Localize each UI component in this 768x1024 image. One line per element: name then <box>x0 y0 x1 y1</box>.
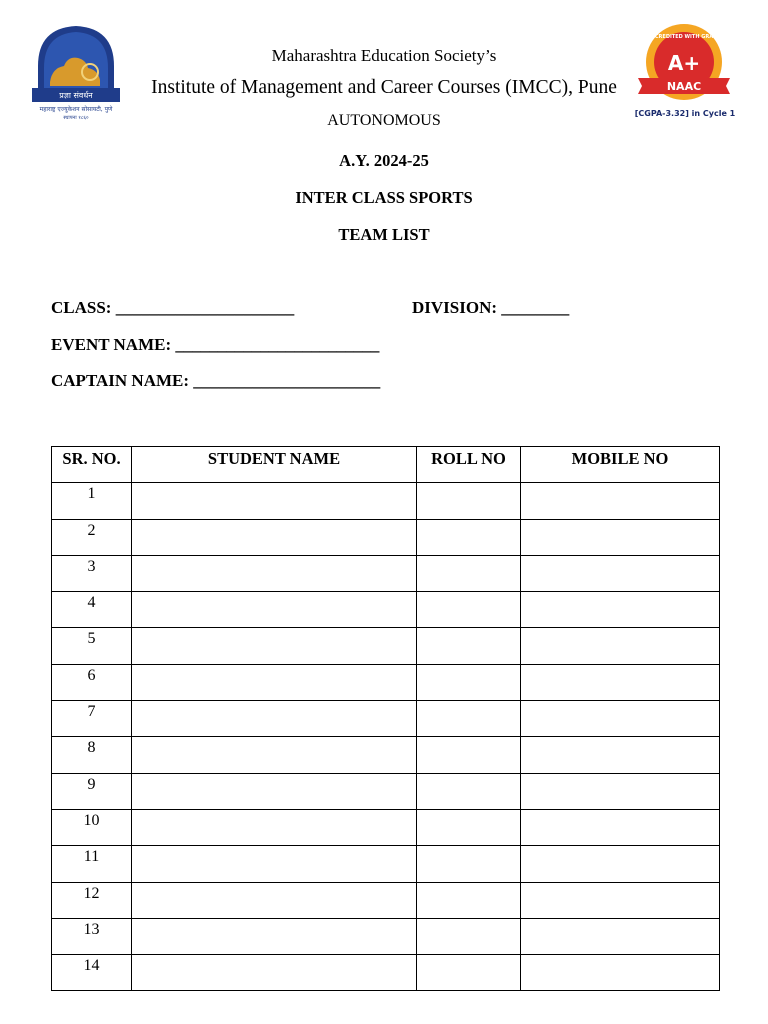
col-header-roll-no: ROLL NO <box>417 447 521 483</box>
student-name-cell[interactable] <box>132 955 417 991</box>
mobile-no-cell[interactable] <box>521 773 720 809</box>
mobile-no-cell[interactable] <box>521 918 720 954</box>
table-row <box>52 882 720 918</box>
roll-no-cell[interactable] <box>417 882 521 918</box>
roll-no-cell[interactable] <box>417 628 521 664</box>
student-name-cell[interactable] <box>132 519 417 555</box>
roll-no-cell[interactable] <box>417 955 521 991</box>
naac-arc-text: ACCREDITED WITH GRADE <box>647 34 721 40</box>
sr-no-cell: 11 <box>52 846 132 882</box>
table-row <box>52 809 720 845</box>
student-name-cell[interactable] <box>132 701 417 737</box>
student-name-cell[interactable] <box>132 664 417 700</box>
mobile-no-cell[interactable] <box>521 955 720 991</box>
mobile-no-cell[interactable] <box>521 519 720 555</box>
roll-no-cell[interactable] <box>417 737 521 773</box>
mobile-no-cell[interactable] <box>521 846 720 882</box>
event-name-field[interactable]: EVENT NAME: ________________________ <box>51 335 380 354</box>
mobile-no-cell[interactable] <box>521 592 720 628</box>
roll-no-cell[interactable] <box>417 846 521 882</box>
naac-cgpa: [CGPA-3.32] in Cycle 1 <box>634 109 736 118</box>
student-name-cell[interactable] <box>132 737 417 773</box>
table-row <box>52 664 720 700</box>
roll-no-cell[interactable] <box>417 555 521 591</box>
sr-no-cell: 7 <box>52 701 132 737</box>
academic-year: A.Y. 2024-25 <box>339 151 429 170</box>
student-name-cell[interactable] <box>132 592 417 628</box>
division-field[interactable]: DIVISION: ________ <box>412 298 570 317</box>
col-header-mobile-no: MOBILE NO <box>521 447 720 483</box>
mobile-no-cell[interactable] <box>521 555 720 591</box>
sr-no-cell: 1 <box>52 483 132 519</box>
naac-seal-icon <box>634 20 736 122</box>
roll-no-cell[interactable] <box>417 809 521 845</box>
student-name-cell[interactable] <box>132 882 417 918</box>
table-row <box>52 701 720 737</box>
society-name: Maharashtra Education Society’s <box>271 46 497 65</box>
table-row <box>52 918 720 954</box>
event-type-title: INTER CLASS SPORTS <box>295 188 473 207</box>
logo-banner-text: प्रज्ञा संवर्धन <box>59 91 93 100</box>
mobile-no-cell[interactable] <box>521 628 720 664</box>
student-name-cell[interactable] <box>132 809 417 845</box>
sr-no-cell: 4 <box>52 592 132 628</box>
sr-no-cell: 10 <box>52 809 132 845</box>
naac-badge <box>634 20 736 122</box>
mobile-no-cell[interactable] <box>521 664 720 700</box>
sr-no-cell: 2 <box>52 519 132 555</box>
table-row <box>52 628 720 664</box>
sr-no-cell: 3 <box>52 555 132 591</box>
mobile-no-cell[interactable] <box>521 701 720 737</box>
class-field[interactable]: CLASS: _____________________ <box>51 298 295 317</box>
roll-no-cell[interactable] <box>417 592 521 628</box>
table-row <box>52 846 720 882</box>
team-list-title: TEAM LIST <box>338 225 430 244</box>
sr-no-cell: 12 <box>52 882 132 918</box>
table-row <box>52 519 720 555</box>
sr-no-cell: 5 <box>52 628 132 664</box>
student-name-cell[interactable] <box>132 773 417 809</box>
roll-no-cell[interactable] <box>417 773 521 809</box>
roll-no-cell[interactable] <box>417 664 521 700</box>
col-header-student-name: STUDENT NAME <box>132 447 417 483</box>
table-row <box>52 555 720 591</box>
institute-logo <box>28 22 124 122</box>
mobile-no-cell[interactable] <box>521 483 720 519</box>
logo-year-text: स्थापना १८६० <box>63 115 89 121</box>
col-header-sr-no: SR. NO. <box>52 447 132 483</box>
table-row <box>52 737 720 773</box>
mobile-no-cell[interactable] <box>521 809 720 845</box>
student-name-cell[interactable] <box>132 483 417 519</box>
student-name-cell[interactable] <box>132 918 417 954</box>
table-row <box>52 592 720 628</box>
sr-no-cell: 6 <box>52 664 132 700</box>
student-name-cell[interactable] <box>132 846 417 882</box>
student-name-cell[interactable] <box>132 555 417 591</box>
roll-no-cell[interactable] <box>417 519 521 555</box>
captain-name-field[interactable]: CAPTAIN NAME: ______________________ <box>51 371 381 390</box>
naac-grade: A+ <box>667 51 701 75</box>
table-row <box>52 483 720 519</box>
sr-no-cell: 8 <box>52 737 132 773</box>
table-row <box>52 773 720 809</box>
student-name-cell[interactable] <box>132 628 417 664</box>
team-table <box>51 446 720 991</box>
table-header-row <box>52 447 720 483</box>
sr-no-cell: 9 <box>52 773 132 809</box>
mobile-no-cell[interactable] <box>521 737 720 773</box>
table-row <box>52 955 720 991</box>
naac-agency: NAAC <box>666 80 702 93</box>
roll-no-cell[interactable] <box>417 918 521 954</box>
lion-emblem-icon <box>28 22 124 122</box>
roll-no-cell[interactable] <box>417 483 521 519</box>
sr-no-cell: 14 <box>52 955 132 991</box>
roll-no-cell[interactable] <box>417 701 521 737</box>
sr-no-cell: 13 <box>52 918 132 954</box>
logo-motto-text: महाराष्ट्र एज्युकेशन सोसायटी, पुणे <box>39 106 113 113</box>
mobile-no-cell[interactable] <box>521 882 720 918</box>
team-table-body <box>52 483 720 991</box>
autonomous-label: AUTONOMOUS <box>327 112 441 129</box>
institute-name: Institute of Management and Career Courses (IMCC), Pune <box>151 77 617 98</box>
